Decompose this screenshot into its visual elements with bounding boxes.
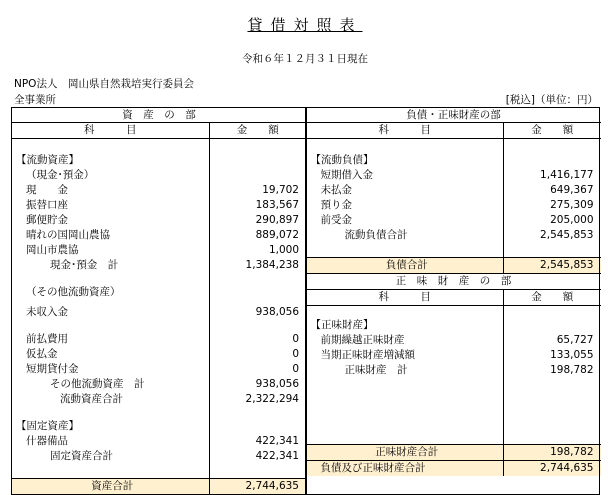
department-name: 全事業所 (14, 94, 56, 106)
other-current-label: （その他流動資産） (26, 286, 121, 298)
other-total-row: その他流動資産 計 938,056 (12, 377, 306, 392)
net-asset-row: 前期繰越正味財産 65,727 (307, 333, 601, 348)
liabilities-col-item: 科 目 (307, 123, 504, 139)
asset-row: 前払費用 0 (12, 332, 306, 347)
current-total-row: 流動資産合計 2,322,294 (12, 392, 306, 407)
asset-row: 岡山市農協 1,000 (12, 243, 306, 258)
liabilities-column (306, 108, 600, 495)
liability-row: 短期借入金 1,416,177 (307, 168, 601, 183)
tax-unit-note: [税込]（単位：円） (505, 94, 598, 106)
assets-total-row: 資産合計 2,744,635 (12, 479, 306, 495)
liability-row: 前受金 205,000 (307, 213, 601, 228)
liabilities-section-header: 負債・正味財産の部 (307, 108, 601, 123)
fixed-assets-label: 【固定資産】 (16, 420, 79, 432)
asset-row: 什器備品 422,341 (12, 434, 306, 449)
asset-row: 振替口座 183,567 (12, 198, 306, 213)
asset-row: 仮払金 0 (12, 347, 306, 362)
grand-total-row: 負債及び正味財産合計 2,744,635 (307, 460, 601, 476)
current-liabilities-label: 【流動負債】 (310, 154, 374, 166)
fixed-total-row: 固定資産合計 422,341 (12, 449, 306, 464)
asset-row: 短期貸付金 0 (12, 362, 306, 377)
liability-row: 預り金 275,309 (307, 198, 601, 213)
balance-sheet (11, 107, 600, 495)
assets-section-header: 資 産 の 部 (12, 108, 306, 123)
liabilities-col-amount: 金 額 (504, 123, 601, 139)
liability-row: 未払金 649,367 (307, 183, 601, 198)
net-total-row: 正味財産 計 198,782 (307, 363, 601, 378)
page-title: 貸借対照表 (247, 16, 363, 34)
cash-deposits-label: （現金･預金） (26, 169, 95, 181)
net-asset-row: 当期正味財産増減額 133,055 (307, 348, 601, 363)
net-assets-col-item: 科 目 (307, 290, 504, 306)
report-date: 令和６年１２月３１日現在 (242, 53, 368, 65)
net-assets-col-amount: 金 額 (504, 290, 601, 306)
asset-row: 未収入金 938,056 (12, 305, 306, 320)
current-assets-label: 【流動資産】 (16, 154, 79, 166)
asset-row: 郵便貯金 290,897 (12, 213, 306, 228)
assets-col-amount: 金 額 (209, 123, 306, 139)
asset-row: 現 金 19,702 (12, 183, 306, 198)
current-liabilities-total-row: 流動負債合計 2,545,853 (307, 228, 601, 243)
cash-total-row: 現金･預金 計 1,384,238 (12, 258, 306, 273)
net-assets-section-header: 正 味 財 産 の 部 (307, 274, 601, 290)
assets-col-item: 科 目 (12, 123, 209, 139)
asset-row: 晴れの国岡山農協 889,072 (12, 228, 306, 243)
assets-column (12, 108, 306, 495)
organization-name: NPO法人 岡山県自然栽培実行委員会 (14, 78, 194, 90)
liabilities-total-row: 負債合計 2,545,853 (307, 258, 601, 274)
net-assets-label: 【正味財産】 (310, 319, 374, 331)
net-assets-total-row: 正味財産合計 198,782 (307, 444, 601, 460)
